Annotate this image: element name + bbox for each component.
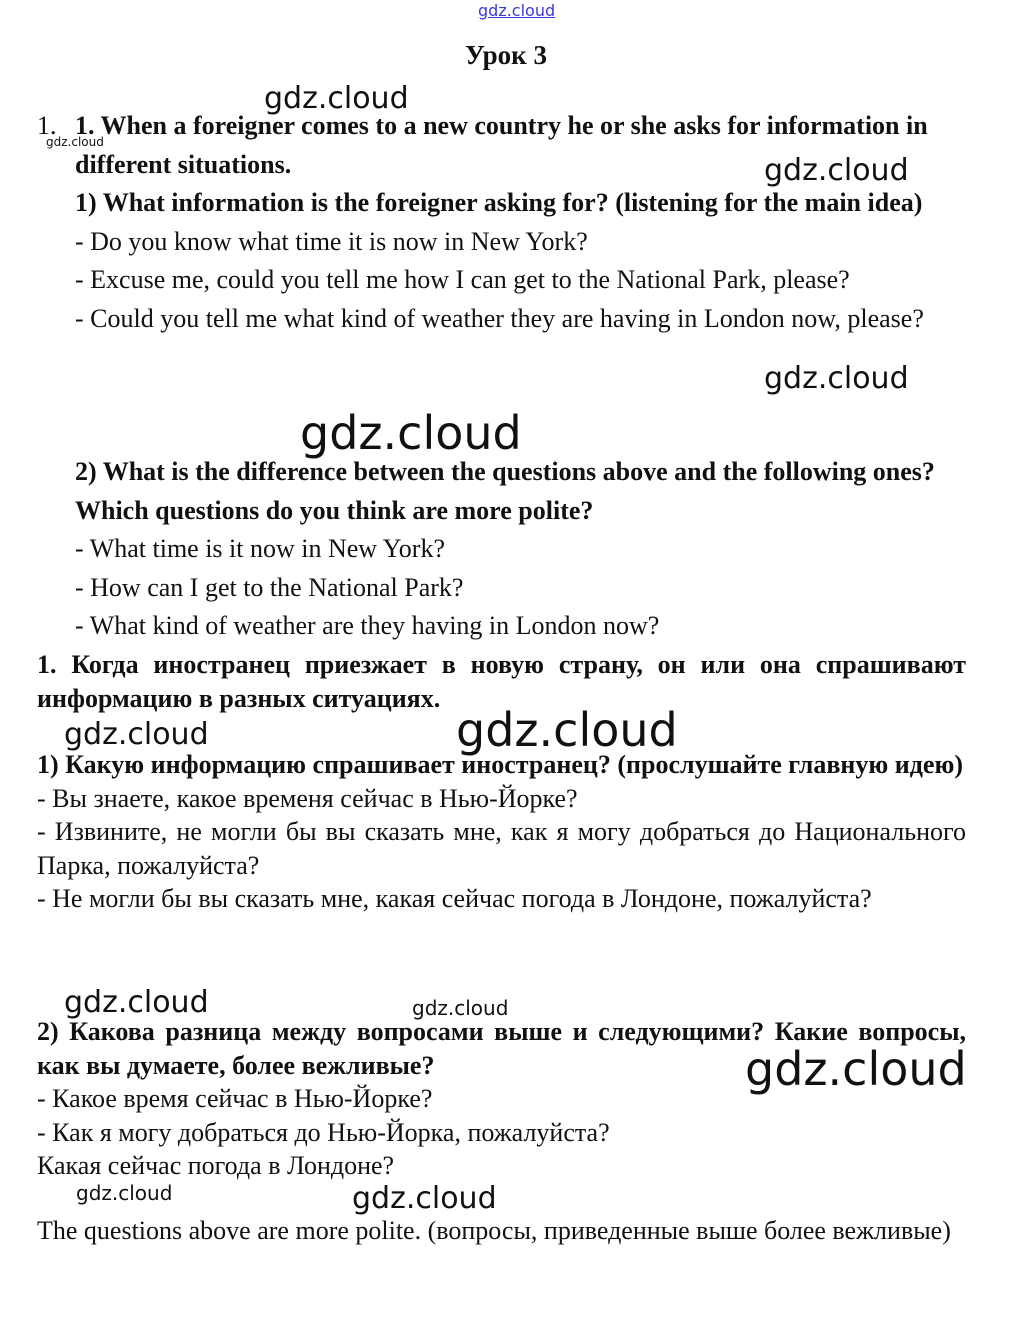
russian-q1-line: - Извините, не могли бы вы сказать мне, как я могу добраться до Национального Парка, пожалуйста? [37, 817, 966, 880]
russian-q2-line: - Какое время сейчас в Нью-Йорке? [37, 1084, 433, 1113]
watermark: gdz.cloud [764, 153, 909, 188]
russian-section-2 [37, 1015, 966, 1183]
answer-section [37, 1214, 966, 1248]
russian-q2-line: - Как я могу добраться до Нью-Йорка, пожалуйста? [37, 1117, 610, 1147]
watermark-top-link[interactable]: gdz.cloud [478, 1, 556, 20]
english-q2-line: - What time is it now in New York? [75, 534, 445, 563]
answer-text: The questions above are more polite. (вопросы, приведенные выше более вежливые) [37, 1216, 951, 1245]
russian-question-2: 2) Какова разница между вопросами выше и следующими? Какие вопросы, как вы думаете, более вежливые? [37, 1017, 966, 1080]
english-section [75, 107, 970, 338]
watermark: gdz.cloud [412, 996, 509, 1020]
english-q2-line: - What kind of weather are they having in London now? [75, 611, 660, 640]
russian-q1-line: - Вы знаете, какое временя сейчас в Нью-Йорке? [37, 783, 578, 813]
watermark: gdz.cloud [76, 1181, 173, 1205]
russian-q2-line: Какая сейчас погода в Лондоне? [37, 1151, 395, 1180]
russian-section [37, 648, 966, 715]
english-question-1: 1) What information is the foreigner asking for? (listening for the main idea) [75, 188, 923, 217]
watermark: gdz.cloud [352, 1181, 497, 1216]
watermark: gdz.cloud [46, 135, 104, 149]
watermark: gdz.cloud [64, 717, 209, 752]
english-q1-line: - Could you tell me what kind of weather they are having in London now, please? [75, 303, 924, 333]
watermark: gdz.cloud [745, 1042, 967, 1096]
watermark: gdz.cloud [456, 703, 678, 757]
watermark: gdz.cloud [264, 81, 409, 116]
english-q2-line: - How can I get to the National Park? [75, 572, 464, 602]
english-q1-line: - Excuse me, could you tell me how I can get to the National Park, please? [75, 265, 850, 294]
english-task-heading: 1. When a foreigner comes to a new country he or she asks for information in different situations. [75, 111, 928, 179]
watermark: gdz.cloud [764, 361, 909, 396]
watermark: gdz.cloud [64, 985, 209, 1020]
russian-section-1 [37, 748, 966, 916]
english-question-2: 2) What is the difference between the questions above and the following ones? Which questions do you think are more polite? [75, 457, 935, 525]
russian-question-1: 1) Какую информацию спрашивает иностранец? (прослушайте главную идею) [37, 750, 963, 779]
watermark: gdz.cloud [300, 406, 522, 460]
exercise-number: 1. [37, 111, 57, 140]
english-section-2 [75, 453, 970, 646]
russian-q1-line: - Не могли бы вы сказать мне, какая сейчас погода в Лондоне, пожалуйста? [37, 884, 872, 913]
lesson-title: Урок 3 [465, 40, 547, 70]
russian-task-heading: 1. Когда иностранец приезжает в новую страну, он или она спрашивают информацию в разных ситуациях. [37, 650, 966, 713]
english-q1-line: - Do you know what time it is now in New York? [75, 226, 588, 256]
